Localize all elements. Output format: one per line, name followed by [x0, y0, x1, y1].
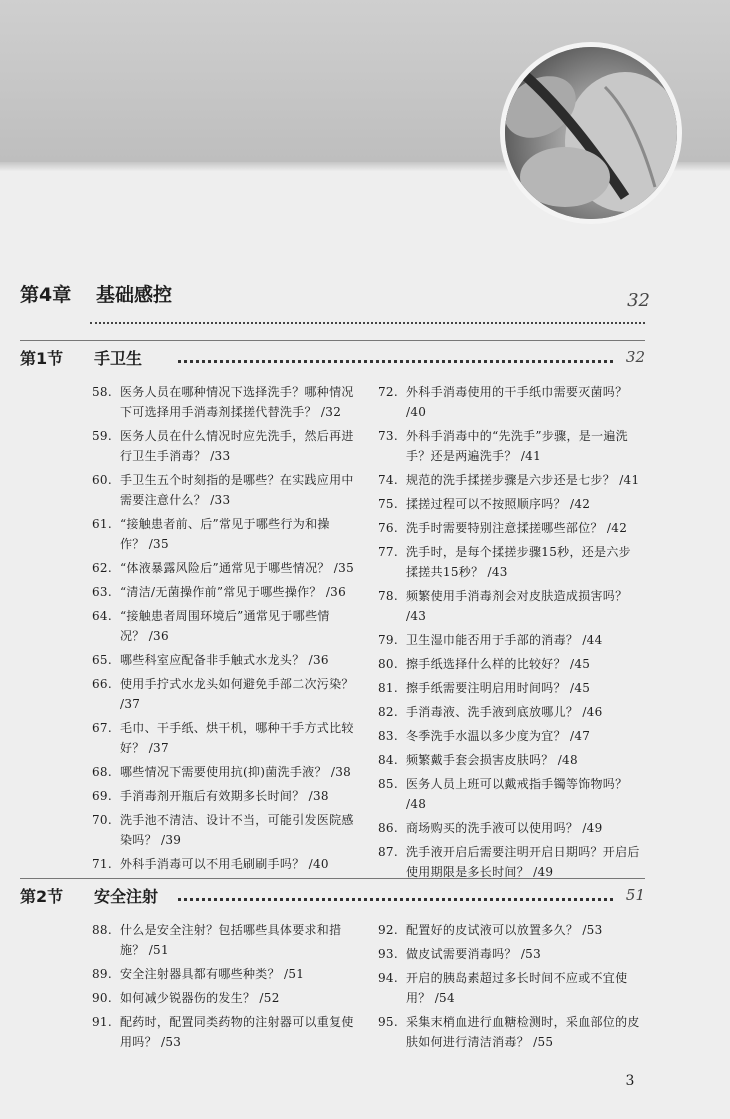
entry-number: 59.	[92, 429, 112, 443]
entry-text: 外科手消毒中的“先洗手”步骤，是一遍洗手？还是两遍洗手？ /41	[406, 429, 628, 463]
entry-text: 外科手消毒使用的干手纸巾需要灭菌吗？ /40	[406, 385, 628, 419]
entry-number: 92.	[378, 923, 398, 937]
dot-leader	[178, 360, 613, 363]
entry-number: 71.	[92, 857, 112, 871]
entry-text: 使用手拧式水龙头如何避免手部二次污染？ /37	[120, 677, 354, 711]
toc-entry	[92, 762, 354, 782]
dot-leader	[178, 898, 613, 901]
chapter-rule	[90, 322, 645, 324]
entry-text: 洗手时需要特别注意揉搓哪些部位？ /42	[406, 521, 628, 535]
toc-entry	[378, 944, 640, 964]
toc-entry	[92, 1012, 354, 1052]
entry-number: 65.	[92, 653, 112, 667]
toc-entry	[92, 606, 354, 646]
toc-entry	[378, 382, 640, 422]
section-title: 安全注射	[94, 887, 159, 906]
entry-text: 安全注射器具都有哪些种类？ /51	[120, 967, 305, 981]
entry-text: “清洁/无菌操作前”常见于哪些操作？ /36	[120, 585, 347, 599]
entry-number: 79.	[378, 633, 398, 647]
entry-number: 85.	[378, 777, 398, 791]
entry-number: 80.	[378, 657, 398, 671]
entry-number: 82.	[378, 705, 398, 719]
entry-number: 84.	[378, 753, 398, 767]
toc-entry	[92, 964, 354, 984]
entry-text: 手消毒液、洗手液到底放哪儿？ /46	[406, 705, 603, 719]
section-heading	[20, 884, 645, 912]
entry-number: 78.	[378, 589, 398, 603]
toc-entry	[92, 810, 354, 850]
section-number: 第1节	[20, 349, 64, 368]
entry-text: 做皮试需要消毒吗？ /53	[406, 947, 542, 961]
toc-entry	[92, 988, 354, 1008]
section-page: 32	[625, 348, 645, 366]
entry-number: 63.	[92, 585, 112, 599]
entry-text: 揉搓过程可以不按照顺序吗？ /42	[406, 497, 591, 511]
toc-entry	[378, 726, 640, 746]
toc-column-left	[92, 382, 354, 878]
toc-entry	[92, 426, 354, 466]
toc-entry	[378, 842, 640, 882]
entry-number: 83.	[378, 729, 398, 743]
entry-number: 93.	[378, 947, 398, 961]
entry-number: 81.	[378, 681, 398, 695]
toc-entry	[378, 654, 640, 674]
toc-entry	[378, 702, 640, 722]
section-title: 手卫生	[94, 349, 143, 368]
entry-number: 62.	[92, 561, 112, 575]
entry-text: 配置好的皮试液可以放置多久？ /53	[406, 923, 603, 937]
entry-number: 95.	[378, 1015, 398, 1029]
entry-text: 外科手消毒可以不用毛刷刷手吗？ /40	[120, 857, 329, 871]
toc-entry	[92, 582, 354, 602]
toc-entry	[92, 558, 354, 578]
entry-number: 69.	[92, 789, 112, 803]
chapter-title: 基础感控	[96, 284, 173, 306]
entry-text: 哪些情况下需要使用抗(抑)菌洗手液？ /38	[120, 765, 352, 779]
toc-entry	[378, 494, 640, 514]
entry-text: 频繁使用手消毒剂会对皮肤造成损害吗？ /43	[406, 589, 628, 623]
toc-entry	[378, 470, 640, 490]
entry-text: 擦手纸需要注明启用时间吗？ /45	[406, 681, 591, 695]
chapter-page: 32	[627, 290, 650, 311]
section-number: 第2节	[20, 887, 64, 906]
toc-column-right	[378, 382, 640, 886]
entry-text: “接触患者前、后”常见于哪些行为和操作？ /35	[120, 517, 330, 551]
entry-text: 采集末梢血进行血糖检测时，采血部位的皮肤如何进行清洁消毒？ /55	[406, 1015, 640, 1049]
entry-text: 毛巾、干手纸、烘干机，哪种干手方式比较好？ /37	[120, 721, 354, 755]
entry-number: 64.	[92, 609, 112, 623]
entry-text: 什么是安全注射？包括哪些具体要求和措施？ /51	[120, 923, 342, 957]
entry-text: 哪些科室应配备非手触式水龙头？ /36	[120, 653, 329, 667]
entry-number: 61.	[92, 517, 112, 531]
toc-entry	[92, 718, 354, 758]
entry-text: 医务人员上班可以戴戒指手镯等饰物吗？ /48	[406, 777, 628, 811]
header-photo	[500, 42, 682, 224]
toc-entry	[378, 968, 640, 1008]
toc-entry	[92, 382, 354, 422]
entry-text: 开启的胰岛素超过多长时间不应或不宜使用？ /54	[406, 971, 628, 1005]
entry-text: 手卫生五个时刻指的是哪些？在实践应用中需要注意什么？ /33	[120, 473, 354, 507]
section-divider	[20, 340, 645, 341]
toc-entry	[378, 920, 640, 940]
entry-text: 如何减少锐器伤的发生？ /52	[120, 991, 280, 1005]
entry-number: 68.	[92, 765, 112, 779]
entry-text: 擦手纸选择什么样的比较好？ /45	[406, 657, 591, 671]
entry-number: 75.	[378, 497, 398, 511]
entry-text: 洗手时，是每个揉搓步骤15秒，还是六步揉搓共15秒？ /43	[406, 545, 631, 579]
toc-entry	[378, 426, 640, 466]
entry-number: 87.	[378, 845, 398, 859]
entry-text: 洗手池不清洁、设计不当，可能引发医院感染吗？ /39	[120, 813, 354, 847]
toc-entry	[378, 678, 640, 698]
entry-number: 60.	[92, 473, 112, 487]
entry-text: 配药时，配置同类药物的注射器可以重复使用吗？ /53	[120, 1015, 354, 1049]
toc-entry	[378, 586, 640, 626]
section-divider	[20, 878, 645, 879]
entry-number: 86.	[378, 821, 398, 835]
toc-entry	[378, 542, 640, 582]
entry-number: 76.	[378, 521, 398, 535]
entry-number: 88.	[92, 923, 112, 937]
toc-entry	[92, 920, 354, 960]
entry-number: 58.	[92, 385, 112, 399]
page-number: 3	[625, 1073, 635, 1089]
toc-entry	[92, 650, 354, 670]
entry-number: 70.	[92, 813, 112, 827]
entry-text: 冬季洗手水温以多少度为宜？ /47	[406, 729, 591, 743]
entry-number: 91.	[92, 1015, 112, 1029]
toc-entry	[92, 854, 354, 874]
entry-number: 94.	[378, 971, 398, 985]
entry-text: 规范的洗手揉搓步骤是六步还是七步？ /41	[406, 473, 640, 487]
toc-entry	[378, 518, 640, 538]
toc-entry	[378, 750, 640, 770]
toc-entry	[92, 674, 354, 714]
toc-column-left	[92, 920, 354, 1056]
entry-text: 医务人员在哪种情况下选择洗手？哪种情况下可选择用手消毒剂揉搓代替洗手？ /32	[120, 385, 354, 419]
entry-number: 72.	[378, 385, 398, 399]
entry-text: 商场购买的洗手液可以使用吗？ /49	[406, 821, 603, 835]
entry-text: 医务人员在什么情况时应先洗手，然后再进行卫生手消毒？ /33	[120, 429, 354, 463]
entry-text: 卫生湿巾能否用于手部的消毒？ /44	[406, 633, 603, 647]
entry-number: 74.	[378, 473, 398, 487]
entry-text: “接触患者周围环境后”通常见于哪些情况？ /36	[120, 609, 330, 643]
entry-number: 67.	[92, 721, 112, 735]
entry-text: 洗手液开启后需要注明开启日期吗？开启后使用期限是多长时间？ /49	[406, 845, 640, 879]
entry-number: 77.	[378, 545, 398, 559]
entry-text: 频繁戴手套会损害皮肤吗？ /48	[406, 753, 578, 767]
entry-text: 手消毒剂开瓶后有效期多长时间？ /38	[120, 789, 329, 803]
entry-number: 66.	[92, 677, 112, 691]
toc-entry	[378, 1012, 640, 1052]
entry-number: 73.	[378, 429, 398, 443]
section-page: 51	[625, 886, 645, 904]
toc-entry	[92, 514, 354, 554]
entry-number: 90.	[92, 991, 112, 1005]
toc-entry	[378, 774, 640, 814]
chapter-number: 第4章	[20, 284, 72, 306]
toc-entry	[378, 818, 640, 838]
toc-column-right	[378, 920, 640, 1056]
toc-entry	[378, 630, 640, 650]
toc-entry	[92, 786, 354, 806]
entry-number: 89.	[92, 967, 112, 981]
toc-entry	[92, 470, 354, 510]
entry-text: “体液暴露风险后”通常见于哪些情况？ /35	[120, 561, 354, 575]
section-heading	[20, 346, 645, 374]
